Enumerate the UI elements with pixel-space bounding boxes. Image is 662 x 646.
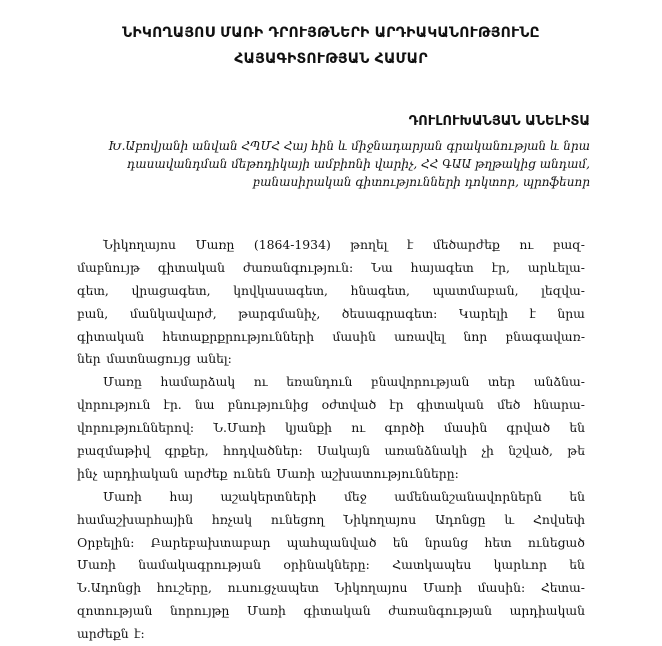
body-text-line: Ն.Ադոնցի հուշերը, ուսուցչապետ Նիկողայոս Մառի մասին: Հետա- <box>77 580 585 596</box>
article-body <box>77 234 585 646</box>
article-title-line-2: ՀԱՅԱԳԻՏՈՒԹՅԱՆ ՀԱՄԱՐ <box>234 51 428 67</box>
body-text-line: ներ մատնացույց անել: <box>77 351 232 367</box>
body-text-line: վորություն էր. նա բնությունից օժտված էր գիտական մեծ հնարա- <box>77 397 585 413</box>
author-affiliation-line-2: դասավանդման մեթոդիկայի ամբիոնի վարիչ, ՀՀ ԳԱԱ թղթակից անդամ, <box>126 157 590 171</box>
body-text-line: համաշխարհային հռչակ ունեցող Նիկողայոս Ադոնցը և Հովսեփ <box>77 511 585 527</box>
body-text-line: արժեքն է: <box>77 626 145 642</box>
body-text-line: բան, մանկավարժ, թարգմանիչ, ծեսագրագետ: Կարելի է նրա <box>77 305 585 321</box>
body-text-line: գետ, վրացագետ, կովկասագետ, հնագետ, պատմաբան, լեզվա- <box>77 282 585 298</box>
body-text-line: ինչ արդիական արժեք ունեն Մառի աշխատությունները: <box>77 465 459 481</box>
body-text-line: Մառի նամակագրության օրինակները: Հատկապես կարևոր են <box>77 557 585 573</box>
body-text-line: զոտության նորույթը Մառի գիտական ժառանգության արդիական <box>77 603 585 619</box>
author-name: ԴՈՒԼՈՒԽԱՆՅԱՆ ԱՆԵԼԻՏԱ <box>408 114 590 129</box>
body-text-line: մաբնույթ գիտական ժառանգություն: Նա հայագետ էր, արևելա- <box>77 259 585 275</box>
body-text-line: Օրբելին: Բարեբախտաբար պահպանված են նրանց հետ ունեցած <box>77 534 585 550</box>
body-text-line: բազմաթիվ գրքեր, հոդվածներ: Սակայն առանձնակի չի նշված, թե <box>77 443 585 459</box>
body-text-line: վորություններով: Ն.Մառի կյանքի ու գործի մասին գրված են <box>77 420 585 436</box>
article-title-line-1: ՆԻԿՈՂԱՅՈՍ ՄԱՌԻ ԴՐՈՒՅԹՆԵՐԻ ԱՐԴԻԱԿԱՆՈՒԹՅՈՒՆԸ <box>122 25 540 41</box>
author-affiliation-line-1: Խ.Աբովյանի անվան ՀՊՄՀ Հայ հին և միջնադարյան գրականության և նրա <box>108 139 590 153</box>
author-affiliation-line-3: բանասիրական գիտությունների դոկտոր, պրոֆեսոր <box>252 175 590 189</box>
body-text-line: գիտական հետաքրքրությունների մասին առավել նոր բնագավառ- <box>77 328 585 344</box>
body-text-line: Մառի հայ աշակերտների մեջ ամենանշանավորներն են <box>103 488 585 504</box>
body-text-line: Մառը համարձակ ու եռանդուն բնավորության տեր անձնա- <box>103 374 585 390</box>
body-text-line: Նիկողայոս Մառը (1864-1934) թողել է մեծարժեք ու բազ- <box>103 237 585 252</box>
